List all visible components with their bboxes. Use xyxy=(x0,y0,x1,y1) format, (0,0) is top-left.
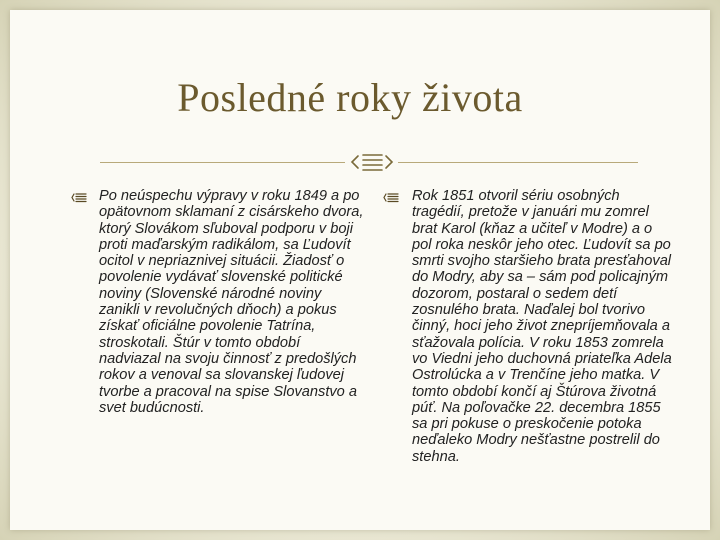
slide-title: Posledné roky života xyxy=(177,75,523,120)
right-paragraph: Rok 1851 otvoril sériu osobných tragédií, pretože v januári mu zomrel brat Karol (kňaz a učiteľ v Modre) a o pol roka neskôr jeho otec. Ľudovít sa po smrti svojho staršieho brata presťahoval do Modry, aby sa – sám pod policajným dozorom, postaral o sedem detí zosnulého brata. Naďalej bol tvorivo činný, hoci jeho život znepríjemňovala a sťažovala polícia. V roku 1853 zomrela vo Viedni jeho duchovná priateľka Adela Ostrolúcka a v Trenčíne jeho matka. V tomto období končí aj Štúrova životná púť. Na poľovačke 22. decembra 1855 sa pri pokuse o preskočenie potoka neďaleko Modry nešťastne postrelil do stehna. xyxy=(412,188,672,465)
bullet-lines-icon xyxy=(71,192,87,203)
left-paragraph: Po neúspechu výpravy v roku 1849 a po opätovnom sklamaní z cisárskeho dvora, ktorý Slovákom sľuboval podporu v boji proti maďarským radikálom, sa Ľudovít ocitol v nepriaznivej situácii. Žiadosť o povolenie vydávať slovenské politické noviny (Slovenské národné noviny zanikli v revolučných dňoch) a pokus získať oficiálne povolenie Tatrína, stroskotali. Štúr v tomto období nadviazal na svoju činnosť z predošlých rokov a venoval sa slovanskej ľudovej tvorbe a pracoval na spise Slovanstvo a svet budúcnosti. xyxy=(99,188,364,416)
title-rule-left xyxy=(100,162,345,163)
ornament-lines-icon xyxy=(350,148,394,176)
title-rule-right xyxy=(398,162,638,163)
bullet-lines-icon xyxy=(383,192,399,203)
slide-frame xyxy=(10,10,710,530)
